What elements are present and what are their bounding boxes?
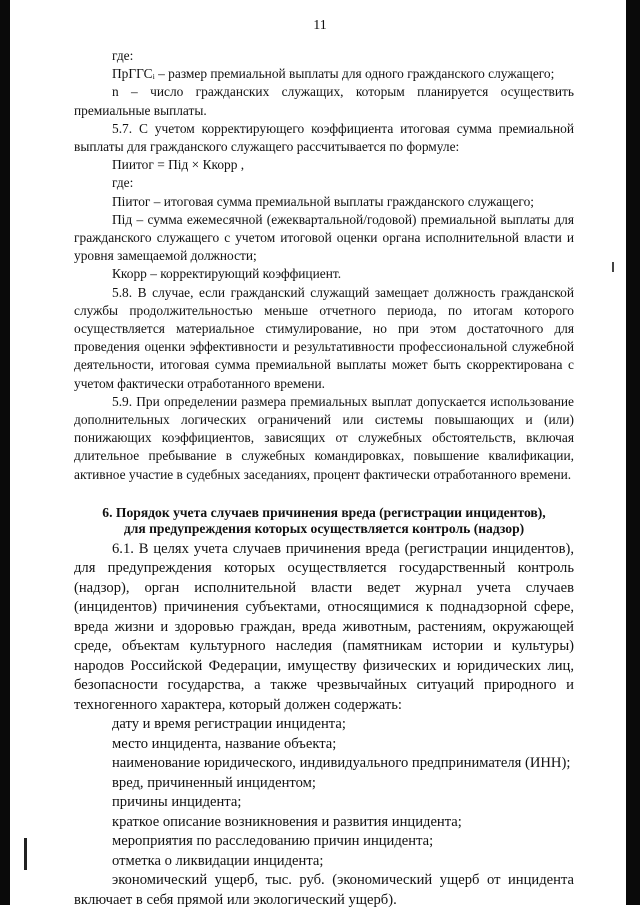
section-6-heading-line1: 6. Порядок учета случаев причинения вреда (регистрации инцидентов),	[102, 504, 546, 520]
list-item: дату и время регистрации инцидента;	[112, 716, 346, 733]
scan-edge-left	[0, 0, 10, 905]
section-6-body	[74, 540, 574, 910]
paragraph-5-7: 5.7. С учетом корректирующего коэффициента итоговая сумма премиальной выплаты для гражданского служащего рассчитывается по формуле:	[74, 120, 574, 155]
definition-kkorr: Ккорр – корректирующий коэффициент.	[112, 266, 342, 282]
definition-pid: Пiд – сумма ежемесячной (ежеквартальной/годовой) премиальной выплаты для гражданского служащего с учетом итоговой оценки органа исполнительной власти и уровня замещаемой должности;	[74, 211, 574, 264]
where-label: где:	[112, 175, 134, 191]
list-item: место инцидента, название объекта;	[112, 735, 337, 752]
list-item: отметка о ликвидации инцидента;	[112, 852, 324, 869]
scan-artifact-mark	[24, 838, 27, 870]
definition-n: n – число гражданских служащих, которым планируется осуществить премиальные выплаты.	[74, 84, 574, 118]
document-body	[74, 47, 574, 910]
list-item: мероприятия по расследованию причин инцидента;	[112, 833, 434, 850]
definition-pitog: Пiитог – итоговая сумма премиальной выплаты гражданского служащего;	[112, 193, 534, 209]
formula: Пиитог = Пiд × Ккорр ,	[112, 157, 245, 173]
paragraph-5-9: 5.9. При определении размера премиальных выплат допускается использование дополнительных логических ограничений или системы повышающих и (или) понижающих коэффициентов, зависящих от служебных обстоятельств, включая длительное пребывание в служебных командировках, повышение квалификации, активное участие в судебных заседаниях, процент фактически отработанного времени.	[74, 393, 574, 482]
page-number: 11	[313, 18, 327, 33]
where-label: где:	[112, 48, 134, 63]
list-item-economic-damage: экономический ущерб, тыс. руб. (экономический ущерб от инцидента включает в себя прямой или экологический ущерб).	[74, 872, 574, 908]
list-item: краткое описание возникновения и развития инцидента;	[112, 813, 462, 830]
scan-artifact-tick	[612, 262, 614, 272]
paragraph-6-1: 6.1. В целях учета случаев причинения вреда (регистрации инцидентов), для предупреждения которых осуществляется государственный контроль (надзор), орган исполнительной власти ведет журнал учета случаев (инцидентов) причинения субъектами, относящимися к поднадзорной сфере, вреда жизни и здоровью граждан, вреда животным, растениям, окружающей среде, объектам культурного наследия (памятникам истории и культуры) народов Российской Федерации, имуществу физических и юридических лиц, безопасности государства, а также чрезвычайных ситуаций природного и техногенного характера, который должен содержать:	[74, 540, 574, 713]
scan-edge-right	[626, 0, 640, 905]
section-6-heading-line2: для предупреждения которых осуществляется контроль (надзор)	[123, 520, 525, 536]
paragraph-5-8: 5.8. В случае, если гражданский служащий замещает должность гражданской службы продолжительностью меньше отчетного периода, по итогам которого осуществляется материальное стимулирование, но при этом достаточного для проведения оценки эффективности и результативности профессиональной служебной деятельности, итоговая сумма премиальной выплаты может быть скорректирована с учетом фактически отработанного времени.	[74, 284, 574, 391]
list-item: наименование юридического, индивидуального предпринимателя (ИНН);	[112, 755, 571, 772]
list-item: вред, причиненный инцидентом;	[112, 774, 316, 791]
definition-prggs: ПрГГСᵢ – размер премиальной выплаты для одного гражданского служащего;	[112, 66, 555, 82]
list-item: причины инцидента;	[112, 794, 242, 811]
section-6-heading	[74, 505, 574, 537]
